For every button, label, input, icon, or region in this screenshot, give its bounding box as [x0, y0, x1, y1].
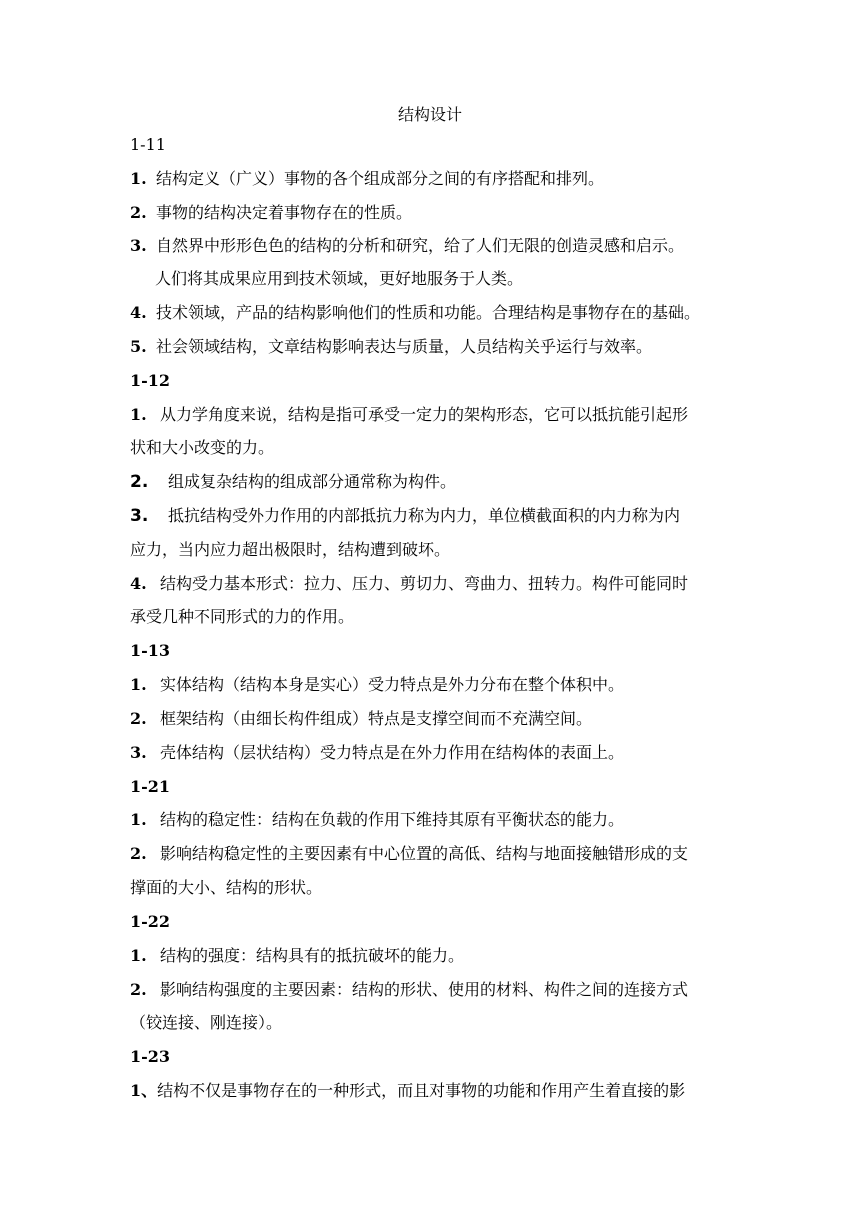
item-continuation: 状和大小改变的力。	[130, 438, 275, 457]
item-text: 从力学角度来说，结构是指可承受一定力的架构形态，它可以抵抗能引起形	[160, 405, 689, 424]
item-continuation: 人们将其成果应用到技术领域，更好地服务于人类。	[155, 269, 524, 288]
item-number: 2.	[130, 709, 147, 728]
item-text: 结构的强度：结构具有的抵抗破坏的能力。	[160, 946, 465, 965]
item-text: 影响结构稳定性的主要因素有中心位置的高低、结构与地面接触错形成的支	[160, 844, 689, 863]
list-item	[130, 673, 624, 697]
item-text: 技术领域，产品的结构影响他们的性质和功能。合理结构是事物存在的基础。	[156, 303, 701, 322]
list-item	[130, 201, 412, 225]
item-number: 2.	[130, 980, 147, 999]
item-text: 社会领域结构，文章结构影响表达与质量，人员结构关乎运行与效率。	[156, 337, 653, 356]
list-item	[130, 741, 624, 765]
item-number: 3.	[130, 236, 147, 255]
list-item	[130, 978, 688, 1002]
item-continuation: 应力，当内应力超出极限时，结构遭到破坏。	[130, 540, 451, 559]
item-number: 2.	[130, 203, 147, 222]
item-text: 实体结构（结构本身是实心）受力特点是外力分布在整个体积中。	[160, 675, 625, 694]
item-number: 2.	[130, 472, 149, 492]
list-item	[130, 1079, 685, 1103]
list-item	[130, 944, 464, 968]
item-text: 壳体结构（层状结构）受力特点是在外力作用在结构体的表面上。	[160, 743, 625, 762]
list-item	[130, 470, 456, 494]
item-text: 结构的稳定性：结构在负载的作用下维持其原有平衡状态的能力。	[160, 810, 625, 829]
section-heading: 1-23	[130, 1047, 171, 1066]
item-text: 组成复杂结构的组成部分通常称为构件。	[168, 472, 457, 491]
section-heading: 1-21	[130, 777, 171, 796]
item-text: 结构不仅是事物存在的一种形式，而且对事物的功能和作用产生着直接的影	[157, 1081, 686, 1100]
item-number: 4.	[130, 574, 147, 593]
section-heading: 1-11	[130, 135, 166, 154]
item-number: 5.	[130, 337, 147, 356]
item-text: 结构受力基本形式：拉力、压力、剪切力、弯曲力、扭转力。构件可能同时	[160, 574, 689, 593]
list-item	[130, 335, 652, 359]
document-title: 结构设计	[397, 105, 462, 124]
list-item	[130, 842, 688, 866]
item-text: 自然界中形形色色的结构的分析和研究，给了人们无限的创造灵感和启示。	[156, 236, 685, 255]
item-number: 2.	[130, 844, 147, 863]
section-heading: 1-12	[130, 371, 171, 390]
item-number: 1.	[130, 169, 147, 188]
item-number: 3.	[130, 506, 149, 526]
section-heading: 1-13	[130, 641, 171, 660]
section-heading: 1-22	[130, 912, 171, 931]
list-item	[130, 403, 688, 427]
list-item	[130, 234, 684, 258]
item-number: 1.	[130, 405, 147, 424]
item-number: 1.	[130, 946, 147, 965]
item-text: 影响结构强度的主要因素：结构的形状、使用的材料、构件之间的连接方式	[160, 980, 689, 999]
list-item	[130, 301, 700, 325]
item-number: 1、	[130, 1081, 158, 1100]
list-item	[130, 572, 688, 596]
list-item	[130, 167, 604, 191]
list-item	[130, 808, 624, 832]
item-text: 抵抗结构受外力作用的内部抵抗力称为内力，单位横截面积的内力称为内	[168, 506, 681, 525]
item-continuation: 承受几种不同形式的力的作用。	[130, 607, 355, 626]
item-text: 框架结构（由细长构件组成）特点是支撑空间而不充满空间。	[160, 709, 593, 728]
item-number: 4.	[130, 303, 147, 322]
item-continuation: （铰连接、刚连接）。	[130, 1013, 283, 1032]
item-continuation: 撑面的大小、结构的形状。	[130, 878, 323, 897]
item-number: 1.	[130, 675, 147, 694]
item-text: 事物的结构决定着事物存在的性质。	[156, 203, 413, 222]
item-text: 结构定义（广义）事物的各个组成部分之间的有序搭配和排列。	[156, 169, 605, 188]
item-number: 3.	[130, 743, 147, 762]
item-number: 1.	[130, 810, 147, 829]
list-item	[130, 707, 592, 731]
list-item	[130, 504, 680, 528]
